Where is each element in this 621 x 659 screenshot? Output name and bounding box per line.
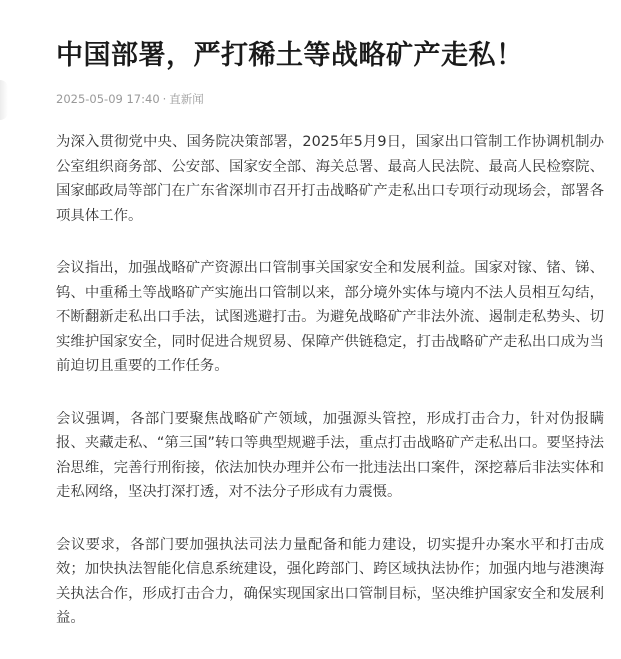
article-title: 中国部署，严打稀土等战略矿产走私！ bbox=[56, 40, 524, 71]
meta-separator: · bbox=[162, 92, 167, 106]
paragraph-2: 会议指出，加强战略矿产资源出口管制事关国家安全和发展利益。国家对镓、锗、锑、钨、中重稀土等战略矿产实施出口管制以来，部分境外实体与境内不法人员相互勾结，不断翻新走私出口手法，试图逃避打击。为避免战略矿产非法外流、遏制走私势头、切实维护国家安全，同时促进合规贸易、保障产供链稳定，打击战略矿产走私出口成为当前迫切且重要的工作任务。 bbox=[56, 260, 604, 374]
article-source: 直新闻 bbox=[169, 92, 204, 106]
article-meta bbox=[56, 90, 604, 108]
paragraph-4: 会议要求，各部门要加强执法司法力量配备和能力建设，切实提升办案水平和打击成效；加快执法智能化信息系统建设，强化跨部门、跨区域执法协作；加强内地与港澳海关执法合作，形成打击合力，确保实现国家出口管制目标，坚决维护国家安全和发展利益。 bbox=[56, 536, 604, 626]
side-panel-edge bbox=[0, 80, 8, 120]
paragraph-3: 会议强调，各部门要聚焦战略矿产领域，加强源头管控，形成打击合力，针对伪报瞒报、夹藏走私、“第三国”转口等典型规避手法，重点打击战略矿产走私出口。要坚持法治思维，完善行刑衔接，依法加快办理并公布一批违法出口案件，深挖幕后非法实体和走私网络，坚决打深打透，对不法分子形成有力震慑。 bbox=[56, 410, 604, 500]
publish-date: 2025-05-09 17:40 bbox=[56, 92, 160, 106]
article-body bbox=[56, 130, 604, 631]
article bbox=[56, 30, 604, 659]
paragraph-1: 为深入贯彻党中央、国务院决策部署，2025年5月9日，国家出口管制工作协调机制办公室组织商务部、公安部、国家安全部、海关总署、最高人民法院、最高人民检察院、国家邮政局等部门在广东省深圳市召开打击战略矿产走私出口专项行动现场会，部署各项具体工作。 bbox=[56, 134, 604, 224]
